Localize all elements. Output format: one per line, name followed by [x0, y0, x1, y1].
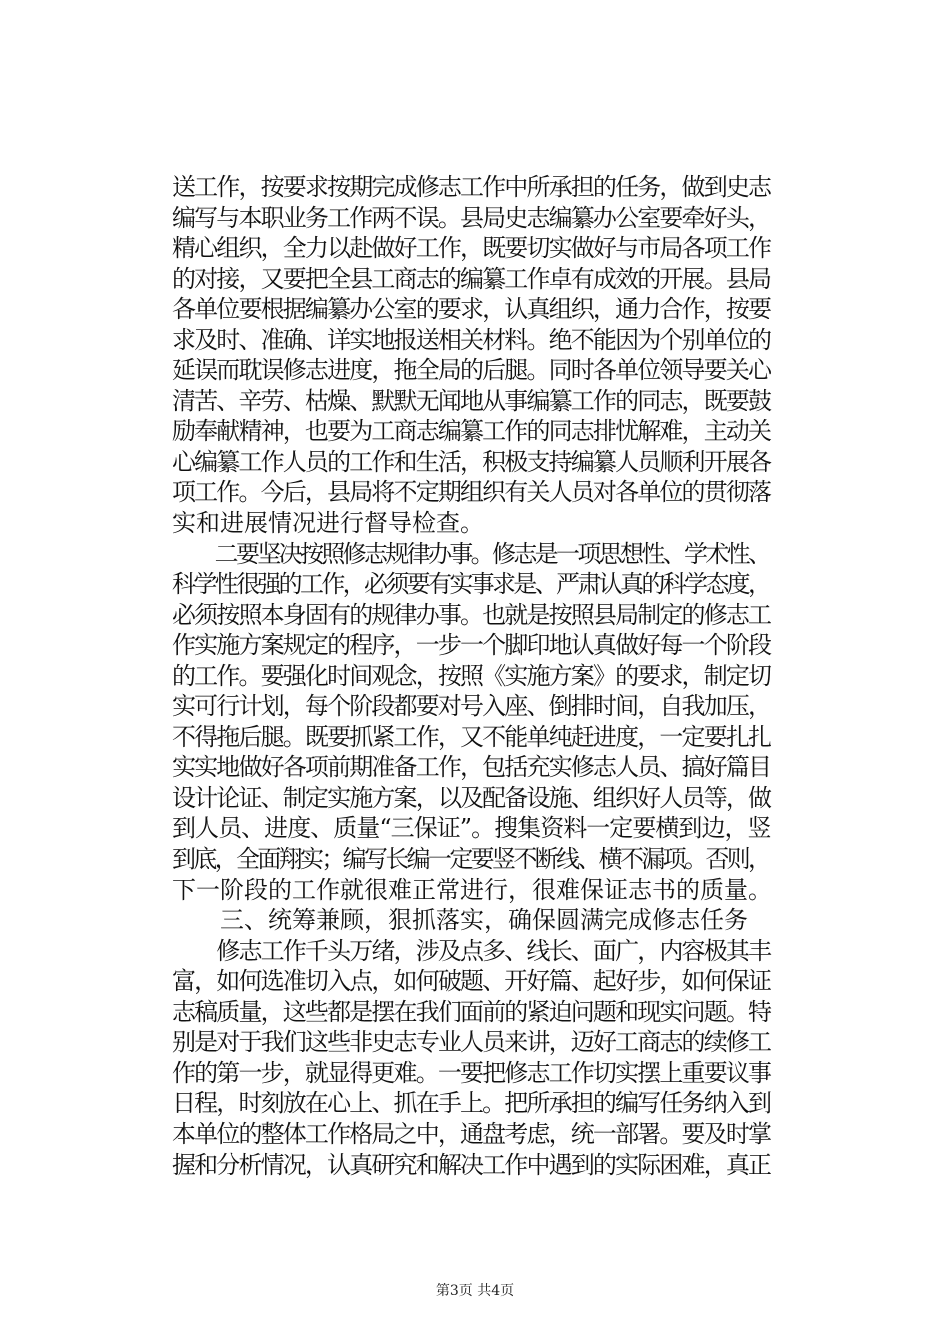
text-line: 清苦、辛劳、枯燥、默默无闻地从事编纂工作的同志，既要鼓: [172, 386, 771, 415]
text-line: 下一阶段的工作就很难正常进行，很难保证志书的质量。: [172, 875, 772, 904]
text-line: 编写与本职业务工作两不误。县局史志编纂办公室要牵好头，: [172, 203, 771, 232]
text-line: 设计论证、制定实施方案，以及配备设施、组织好人员等，做: [172, 783, 771, 812]
text-line: 精心组织，全力以赴做好工作，既要切实做好与市局各项工作: [172, 234, 771, 263]
text-line: 实可行计划，每个阶段都要对号入座、倒排时间，自我加压，: [172, 692, 771, 721]
text-line: 实实地做好各项前期准备工作，包括充实修志人员、搞好篇目: [172, 753, 771, 782]
text-line: 心编纂工作人员的工作和生活，积极支持编纂人员顺利开展各: [172, 447, 771, 476]
body-text: [172, 172, 772, 1180]
text-line: 作的第一步，就显得更难。一要把修志工作切实摆上重要议事: [172, 1058, 771, 1087]
text-line: 到人员、进度、质量“三保证”。搜集资料一定要横到边，竖: [172, 814, 771, 843]
page-footer: 第3页 共4页: [435, 1283, 515, 1299]
text-line: 日程，时刻放在心上、抓在手上。把所承担的编写任务纳入到: [172, 1089, 771, 1118]
text-line: 别是对于我们这些非史志专业人员来讲，迈好工商志的续修工: [172, 1028, 771, 1057]
text-line: 必须按照本身固有的规律办事。也就是按照县局制定的修志工: [172, 600, 771, 629]
text-line: 励奉献精神，也要为工商志编纂工作的同志排忧解难，主动关: [172, 417, 771, 446]
text-line: 各单位要根据编纂办公室的要求，认真组织，通力合作，按要: [172, 295, 771, 324]
text-line: 本单位的整体工作格局之中，通盘考虑，统一部署。要及时掌: [172, 1119, 771, 1148]
text-line: 的对接，又要把全县工商志的编纂工作卓有成效的开展。县局: [172, 264, 771, 293]
text-line: 延误而耽误修志进度，拖全局的后腿。同时各单位领导要关心: [172, 356, 771, 385]
text-line: 科学性很强的工作，必须要有实事求是、严肃认真的科学态度，: [172, 570, 770, 599]
text-line: 送工作，按要求按期完成修志工作中所承担的任务，做到史志: [172, 173, 771, 201]
text-line: 求及时、准确、详实地报送相关材料。绝不能因为个别单位的: [172, 325, 771, 354]
text-line: 富，如何选准切入点，如何破题、开好篇、起好步，如何保证: [172, 967, 771, 996]
text-line: 作实施方案规定的程序，一步一个脚印地认真做好每一个阶段: [172, 631, 771, 660]
text-line: 三、统筹兼顾，狠抓落实，确保圆满完成修志任务: [172, 906, 748, 935]
text-line: 的工作。要强化时间观念，按照《实施方案》的要求，制定切: [172, 661, 771, 690]
text-line: 二要坚决按照修志规律办事。修志是一项思想性、学术性、: [172, 539, 770, 568]
text-line: 修志工作千头万绪，涉及点多、线长、面广，内容极其丰: [172, 936, 771, 965]
text-line: 不得拖后腿。既要抓紧工作，又不能单纯赶进度，一定要扎扎: [172, 722, 771, 751]
text-line: 实和进展情况进行督导检查。: [172, 509, 484, 538]
text-line: 项工作。今后，县局将不定期组织有关人员对各单位的贯彻落: [172, 478, 771, 507]
text-line: 到底，全面翔实；编写长编一定要竖不断线、横不漏项。否则，: [172, 845, 770, 874]
text-line: 握和分析情况，认真研究和解决工作中遇到的实际困难，真正: [172, 1150, 771, 1179]
text-line: 志稿质量，这些都是摆在我们面前的紧迫问题和现实问题。特: [172, 997, 771, 1026]
